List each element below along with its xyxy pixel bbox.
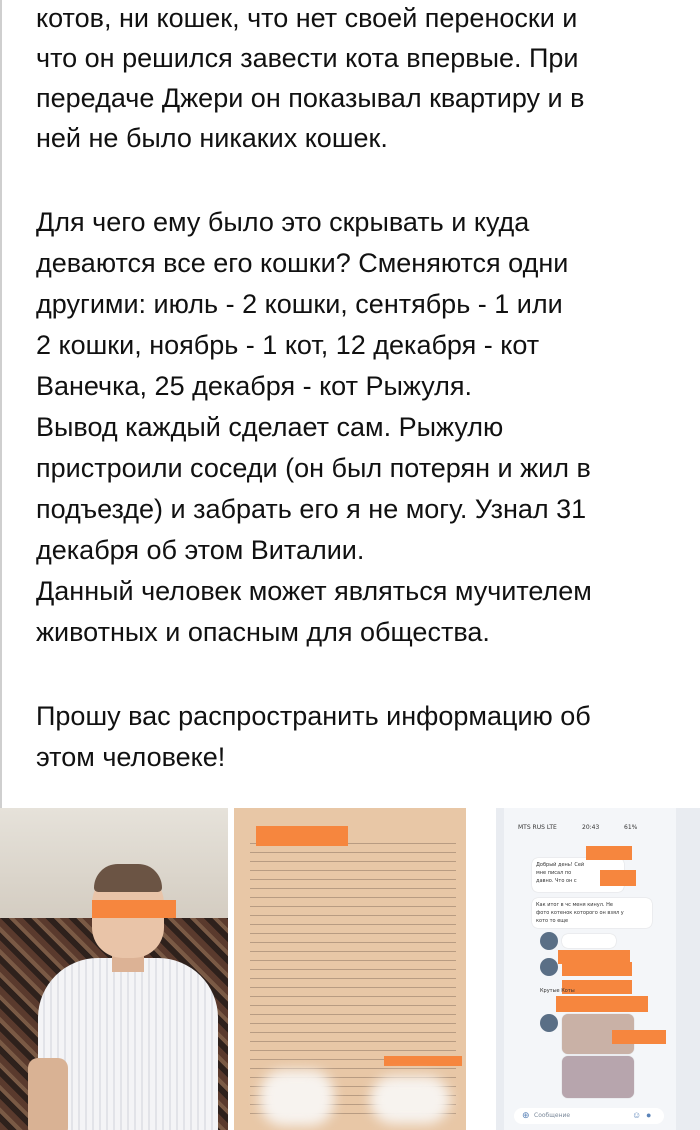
chat-text: Добрый день! Сей (536, 862, 585, 868)
post-line: Данный человек может являться мучителем (36, 576, 592, 606)
censor-bar (92, 900, 176, 918)
chat-sender-name: Крутые Коты (540, 988, 575, 994)
post-line: этом человеке! (36, 742, 226, 772)
post-line: подъезде) и забрать его я не могу. Узнал 31 (36, 494, 587, 524)
censor-bar (256, 826, 348, 846)
post-line: пристроили соседи (он был потерян и жил в (36, 453, 591, 483)
avatar (540, 958, 558, 976)
blurred-signature (260, 1070, 334, 1126)
avatar (540, 1014, 558, 1032)
post-line: ней не было никаких кошек. (36, 123, 388, 153)
attachment-person-photo[interactable] (0, 808, 228, 1130)
chat-text: давно. Что он с (536, 878, 577, 884)
chat-text: Как итог в чс меня кинул. Не (536, 902, 613, 908)
post-line: деваются все его кошки? Сменяются одни (36, 248, 569, 278)
chat-text: кото то еще (536, 918, 569, 924)
chat-photo (562, 1056, 634, 1098)
attachment-chat-screenshot[interactable] (496, 808, 700, 1130)
photo-hair (94, 864, 162, 892)
avatar (540, 932, 558, 950)
post-line: другими: июль - 2 кошки, сентябрь - 1 или (36, 289, 563, 319)
chat-text: мне писал по (536, 870, 572, 876)
censor-bar (600, 870, 636, 886)
chat-bubble (562, 934, 616, 948)
attachment-document-photo[interactable] (234, 808, 466, 1130)
post-line: Ванечка, 25 декабря - кот Рыжуля. (36, 371, 473, 401)
chat-text: фото котенок которого он взял у (536, 910, 624, 916)
attach-icon[interactable]: ⊕ (522, 1110, 530, 1120)
phone-status-battery: 61% (624, 824, 638, 831)
phone-status-time: 20:43 (582, 824, 600, 831)
censor-bar (612, 1030, 666, 1044)
blurred-signature (370, 1076, 450, 1124)
composer-placeholder: Сообщение (534, 1112, 571, 1119)
post-line: животных и опасным для общества. (36, 617, 490, 647)
post-line: котов, ни кошек, что нет своей переноски и (36, 3, 578, 33)
post-line: что он решился завести кота впервые. При (36, 43, 579, 73)
photo-arm (28, 1058, 68, 1130)
attachments-gallery (0, 808, 700, 1130)
censor-bar (556, 996, 648, 1012)
microphone-icon[interactable]: ● (646, 1110, 652, 1120)
post-line: передаче Джери он показывал квартиру и в (36, 83, 585, 113)
post-line: 2 кошки, ноябрь - 1 кот, 12 декабря - кот (36, 330, 540, 360)
post-line: Вывод каждый сделает сам. Рыжулю (36, 412, 504, 442)
censor-bar (562, 962, 632, 976)
phone-status-carrier: MTS RUS LTE (518, 824, 557, 831)
post-line: Для чего ему было это скрывать и куда (36, 207, 530, 237)
emoji-icon[interactable]: ☺ (632, 1110, 642, 1120)
censor-bar (384, 1056, 462, 1066)
post-line: декабря об этом Виталии. (36, 535, 365, 565)
censor-bar (586, 846, 632, 860)
post-line: Прошу вас распространить информацию об (36, 701, 591, 731)
